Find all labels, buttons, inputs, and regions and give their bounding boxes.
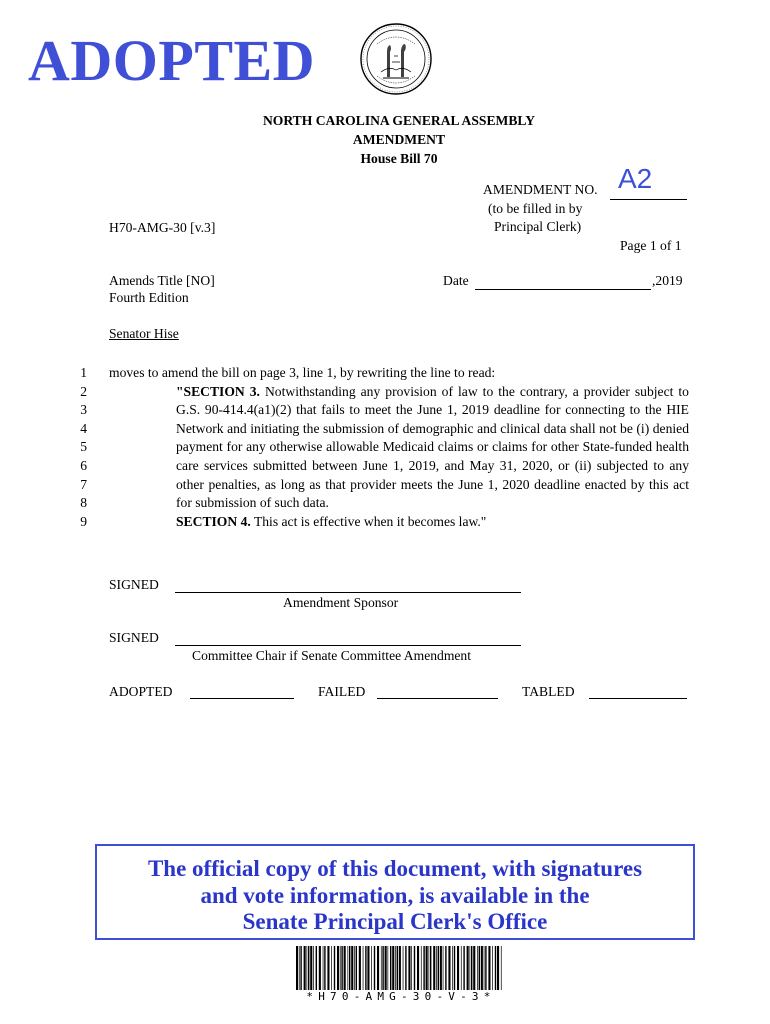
state-seal-icon (359, 22, 433, 96)
fill-note-1: (to be filled in by (488, 201, 583, 216)
adopted-stamp: ADOPTED (28, 28, 316, 93)
adopted-line[interactable] (190, 698, 294, 699)
tabled-label: TABLED (522, 684, 575, 699)
motion-line: moves to amend the bill on page 3, line 1, by rewriting the line to read: (109, 365, 496, 380)
barcode-icon (296, 946, 505, 992)
bill-number: House Bill 70 (360, 151, 438, 166)
line-numbers (73, 364, 87, 531)
line-number: 7 (80, 476, 87, 492)
signed-label-committee: SIGNED (109, 630, 159, 645)
amends-title: Amends Title [NO] (109, 273, 215, 288)
section-4-text: This act is effective when it becomes law." (250, 513, 487, 529)
sponsor-caption: Amendment Sponsor (283, 595, 399, 610)
amendment-body (109, 364, 689, 531)
tabled-line[interactable] (589, 698, 687, 699)
date-label: Date (443, 273, 469, 288)
document-id: H70-AMG-30 [v.3] (109, 220, 216, 235)
notice-line-1: The official copy of this document, with signatures (147, 856, 643, 881)
edition: Fourth Edition (109, 290, 189, 305)
committee-caption: Committee Chair if Senate Committee Amendment (192, 648, 471, 663)
official-copy-notice (95, 844, 695, 940)
document-type: AMENDMENT (352, 132, 446, 147)
section-3 (109, 383, 689, 513)
section-3-text: Notwithstanding any provision of law to the contrary, a provider subject to G.S. 90-414.4(a1)(2) that fails to meet the June 1, 2019 deadline for connecting to the HIE Network and initiating the submission of demographic and clinical data shall not be (i) denied payment for any otherwise allowable Medicaid claims or claims for other State-funded health care services submitted between June 1, 2019, and May 31, 2020, or (ii) subjected to any other penalties, as long as that provider meets the June 1, 2020 deadline enacted by this act for submission of such data. (176, 383, 689, 511)
section-3-heading: "SECTION 3. (176, 383, 260, 399)
page-indicator: Page 1 of 1 (620, 238, 682, 253)
barcode-caption: *H70-AMG-30-V-3* (306, 990, 496, 1003)
line-number: 3 (80, 402, 87, 418)
committee-signature-line[interactable] (175, 645, 521, 646)
date-year: ,2019 (652, 273, 683, 288)
line-number: 8 (80, 495, 87, 511)
senator-name: Senator Hise (109, 326, 179, 341)
section-4 (109, 513, 689, 532)
line-number: 9 (80, 513, 87, 529)
notice-line-3: Senate Principal Clerk's Office (242, 909, 548, 934)
adopted-label: ADOPTED (109, 684, 173, 699)
line-number: 6 (80, 457, 87, 473)
notice-line-2: and vote information, is available in the (200, 882, 590, 908)
failed-label: FAILED (318, 684, 366, 699)
signed-label-sponsor: SIGNED (109, 577, 159, 592)
amendment-no-label: AMENDMENT NO. (483, 182, 598, 197)
sponsor-signature-line[interactable] (175, 592, 521, 593)
assembly-title: NORTH CAROLINA GENERAL ASSEMBLY (262, 113, 536, 128)
failed-line[interactable] (377, 698, 498, 699)
amendment-no-line (610, 199, 687, 200)
line-number: 4 (80, 420, 87, 436)
line-number: 2 (80, 383, 87, 399)
line-number: 1 (80, 365, 87, 380)
fill-note-2: Principal Clerk) (494, 219, 582, 234)
line-number: 5 (80, 439, 87, 455)
section-4-heading: SECTION 4. (176, 513, 251, 529)
date-line (475, 289, 651, 290)
amendment-no-value: A2 (618, 163, 653, 194)
